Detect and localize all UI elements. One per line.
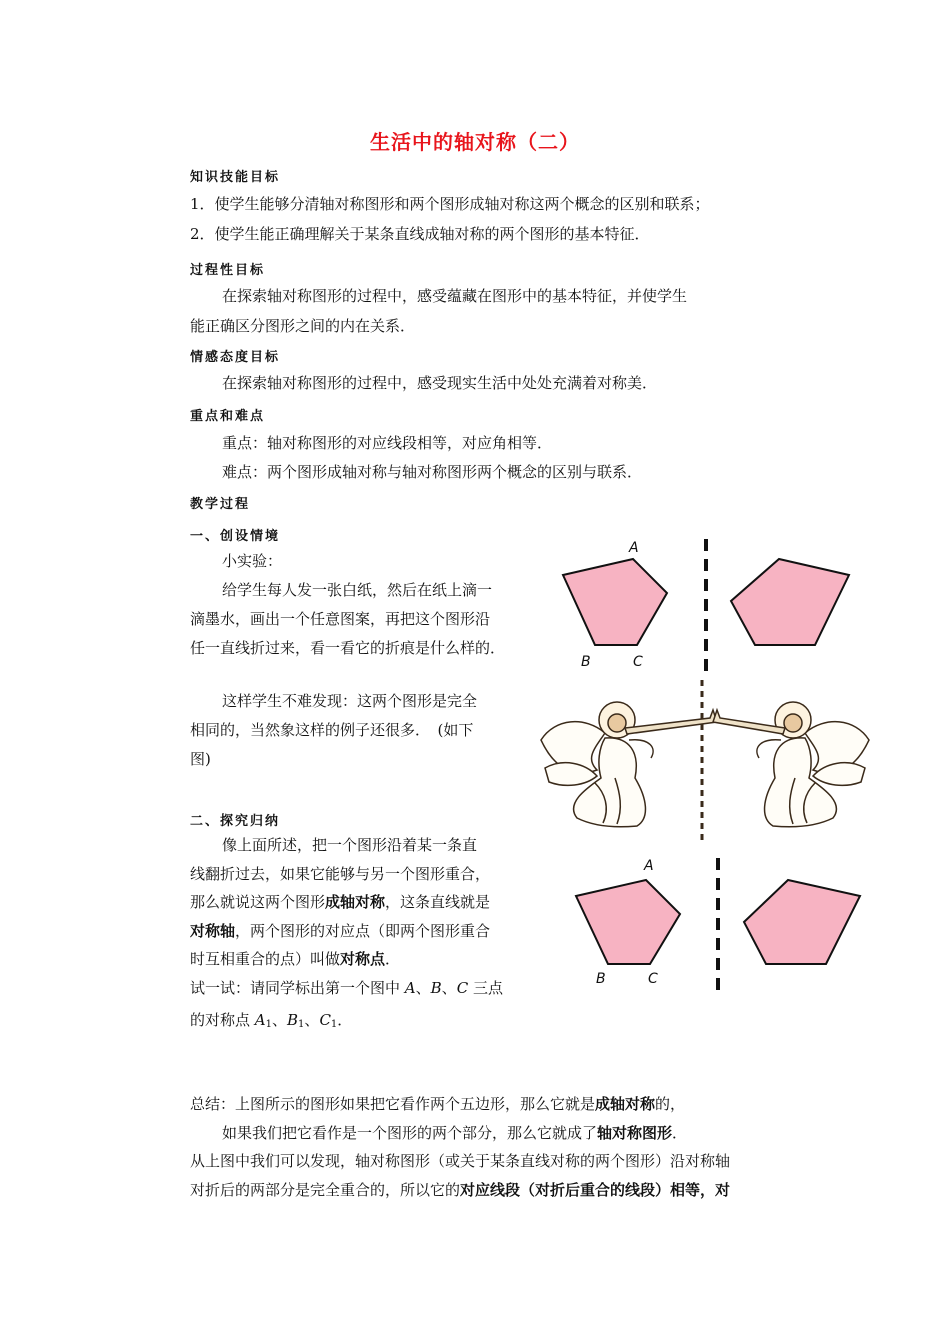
try-point-b: B [430,979,442,997]
sym-sep-2: 、 [304,1011,320,1029]
summary-line-2 [222,1123,687,1143]
key-point: 重点：轴对称图形的对应线段相等，对应角相等． [222,434,553,452]
summary-term-axis-figure: 轴对称图形 [597,1124,673,1142]
label-a: A [629,540,639,556]
sym-pre: 的对称点 [190,1011,255,1029]
part2-line-1: 像上面所述，把一个图形沿着某一条直 [222,836,478,854]
sym-point-a1: A [254,1011,266,1029]
heading-process: 过程性目标 [190,263,266,278]
pentagon-right-2 [744,880,860,964]
heading-teaching: 教学过程 [190,497,251,512]
try-sep-2: 、 [441,979,457,997]
part2-line-4-post: ，两个图形的对应点（即两个图形重合 [235,922,491,940]
summary-term-axis-symmetric: 成轴对称 [595,1095,656,1113]
summary-line-4 [190,1180,730,1200]
summary-line-4-pre: 对折后的两部分是完全重合的，所以它的 [190,1181,461,1199]
attitude-line-1: 在探索轴对称图形的过程中，感受现实生活中处处充满着对称美． [222,374,658,392]
term-symmetry-axis: 对称轴 [190,922,236,940]
sym-point-c1: C [319,1011,331,1029]
summary-line-2-pre: 如果我们把它看作是一个图形的两个部分，那么它就成了 [222,1124,598,1142]
try-point-c: C [456,979,469,997]
part2-line-3 [190,892,490,912]
experiment-line-2: 滴墨水，画出一个任意图案，再把这个图形沿 [190,610,491,628]
experiment-label: 小实验： [222,552,283,570]
summary-line-2-post: ． [672,1124,688,1142]
experiment-line-3: 任一直线折过来，看一看它的折痕是什么样的． [190,639,506,657]
process-line-1: 在探索轴对称图形的过程中，感受蕴藏在图形中的基本特征，并使学生 [222,287,688,305]
angel-left [541,702,717,827]
pentagon-right [731,559,849,645]
label-c: C [633,654,643,670]
angel-right [713,702,869,827]
summary-line-1 [190,1094,685,1114]
part2-line-5-pre: 时互相重合的点）叫做 [190,950,341,968]
sub-b1: 1 [298,1019,305,1030]
label-b-2: B [596,971,606,987]
part2-line-2: 线翻折过去，如果它能够与另一个图形重合， [190,865,491,883]
label-c-2: C [648,971,658,987]
symmetric-points-line [190,1010,352,1030]
figure-pentagons-1 [555,535,885,675]
knowledge-item-2: 2．使学生能正确理解关于某条直线成轴对称的两个图形的基本特征． [190,225,650,243]
summary-term-corresponding: 对应线段（对折后重合的线段）相等，对 [460,1181,731,1199]
pentagon-left [563,559,667,645]
discover-line-1: 这样学生不难发现：这两个图形是完全 [222,692,478,710]
label-b: B [581,654,591,670]
discover-line-2: 相同的，当然象这样的例子还很多． (如下 [190,721,474,739]
try-point-a: A [404,979,416,997]
part2-line-3-post: ，这条直线就是 [385,893,491,911]
summary-line-3: 从上图中我们可以发现，轴对称图形（或关于某条直线对称的两个图形）沿对称轴 [190,1152,731,1170]
part2-line-5 [190,949,400,969]
pentagon-left-2 [576,880,680,964]
try-line [190,978,503,998]
sym-point-b1: B [287,1011,299,1029]
sub-c1: 1 [330,1019,338,1030]
try-pre: 试一试：请同学标出第一个图中 [190,979,405,997]
difficult-point: 难点：两个图形成轴对称与轴对称图形两个概念的区别与联系． [222,463,643,481]
heading-part2: 二、探究归纳 [190,814,281,829]
heading-knowledge: 知识技能目标 [190,170,281,185]
sym-sep-1: 、 [272,1011,288,1029]
knowledge-item-1: 1．使学生能够分清轴对称图形和两个图形成轴对称这两个概念的区别和联系； [190,195,710,213]
term-symmetric-point: 对称点 [340,950,386,968]
part2-line-3-pre: 那么就说这两个图形 [190,893,326,911]
sub-a1: 1 [265,1019,272,1030]
heading-keypoints: 重点和难点 [190,409,266,424]
sym-post: ． [337,1011,353,1029]
page-title: 生活中的轴对称（二） [370,130,580,154]
discover-line-3: 图) [190,750,211,768]
term-axis-symmetric: 成轴对称 [325,893,386,911]
part2-line-5-post: ． [385,950,401,968]
heading-attitude: 情感态度目标 [190,350,281,365]
figure-angels [535,678,875,843]
heading-part1: 一、创设情境 [190,529,281,544]
summary-line-1-post: 的， [655,1095,686,1113]
try-post: 三点 [468,979,503,997]
label-a-2: A [644,858,654,874]
process-line-2: 能正确区分图形之间的内在关系． [190,317,416,335]
part2-line-4 [190,921,490,941]
experiment-line-1: 给学生每人发一张白纸，然后在纸上滴一 [222,581,493,599]
try-sep-1: 、 [415,979,431,997]
figure-pentagons-2 [570,852,870,997]
summary-line-1-pre: 总结：上图所示的图形如果把它看作两个五边形，那么它就是 [190,1095,596,1113]
